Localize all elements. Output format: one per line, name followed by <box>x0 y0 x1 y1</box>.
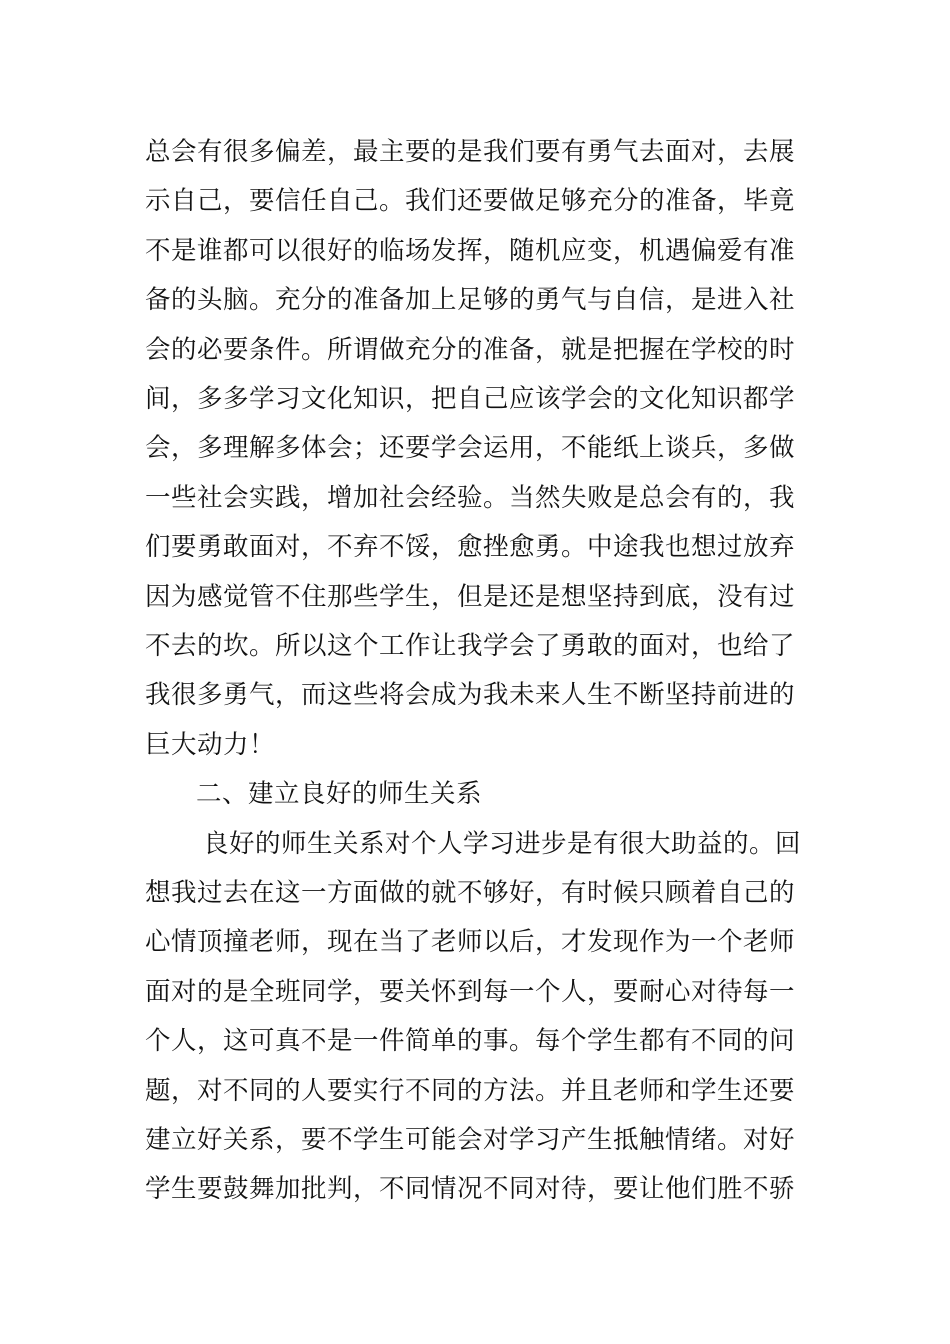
paragraph-2-line-5: 个人，这可真不是一件简单的事。每个学生都有不同的问 <box>145 1026 796 1057</box>
paragraph-1-line-8: 一些社会实践，增加社会经验。当然失败是总会有的，我 <box>145 482 796 513</box>
paragraph-2-line-7: 建立好关系，要不学生可能会对学习产生抵触情绪。对好 <box>145 1125 796 1155</box>
paragraph-1-line-3: 不是谁都可以很好的临场发挥，随机应变，机遇偏爱有准 <box>145 235 796 266</box>
paragraph-1-line-7: 会，多理解多体会；还要学会运用，不能纸上谈兵，多做 <box>145 433 796 464</box>
paragraph-1-line-9: 们要勇敢面对，不弃不馁，愈挫愈勇。中途我也想过放弃 <box>145 532 796 563</box>
paragraph-2-line-1: 良好的师生关系对个人学习进步是有很大助益的。回 <box>203 828 802 859</box>
paragraph-1-line-6: 间，多多学习文化知识，把自己应该学会的文化知识都学 <box>145 384 796 414</box>
paragraph-2-line-6: 题，对不同的人要实行不同的方法。并且老师和学生还要 <box>145 1075 796 1106</box>
paragraph-1-line-13: 巨大动力！ <box>145 729 276 760</box>
paragraph-1-line-5: 会的必要条件。所谓做充分的准备，就是把握在学校的时 <box>145 334 796 365</box>
paragraph-2-line-3: 心情顶撞老师，现在当了老师以后，才发现作为一个老师 <box>145 927 796 958</box>
paragraph-1-line-11: 不去的坎。所以这个工作让我学会了勇敢的面对，也给了 <box>145 631 796 661</box>
paragraph-2-line-2: 想我过去在这一方面做的就不够好，有时候只顾着自己的 <box>145 878 796 908</box>
paragraph-2-line-4: 面对的是全班同学，要关怀到每一个人，要耐心对待每一 <box>145 976 796 1007</box>
paragraph-1-line-4: 备的头脑。充分的准备加上足够的勇气与自信，是进入社 <box>145 285 796 316</box>
paragraph-1-line-10: 因为感觉管不住那些学生，但是还是想坚持到底，没有过 <box>145 581 796 612</box>
paragraph-1-line-2: 示自己，要信任自己。我们还要做足够充分的准备，毕竟 <box>145 186 796 217</box>
paragraph-2-line-8: 学生要鼓舞加批判，不同情况不同对待，要让他们胜不骄 <box>145 1174 796 1205</box>
paragraph-1-line-1: 总会有很多偏差，最主要的是我们要有勇气去面对，去展 <box>145 137 796 167</box>
paragraph-1-line-12: 我很多勇气，而这些将会成为我未来人生不断坚持前进的 <box>145 680 796 711</box>
section-heading: 二、建立良好的师生关系 <box>196 779 483 810</box>
